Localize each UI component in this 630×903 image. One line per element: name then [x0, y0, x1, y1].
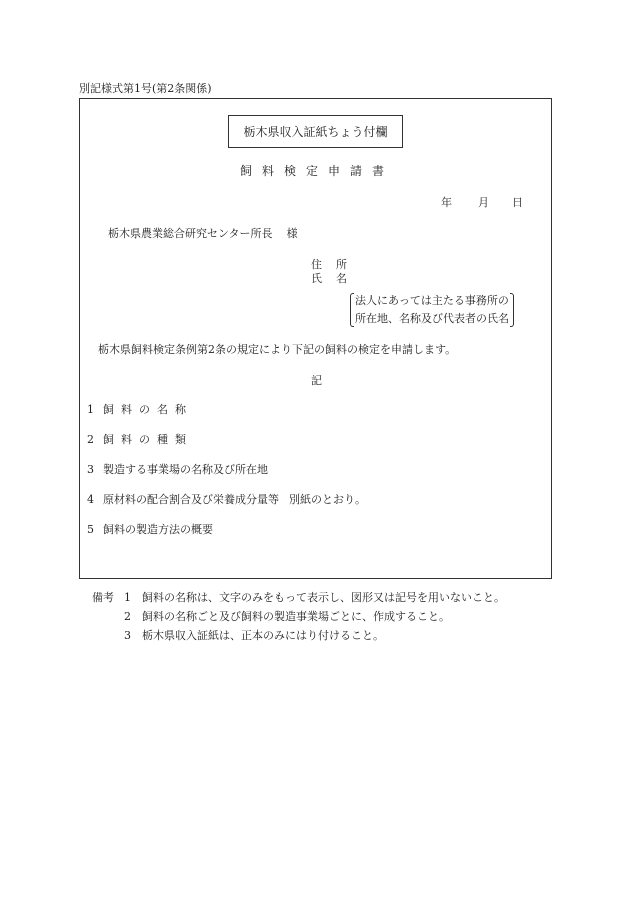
remark-number: 1: [124, 591, 131, 604]
list-item-text: 飼料の名称: [103, 403, 193, 416]
remark-row: [124, 611, 450, 622]
list-item: [87, 404, 193, 415]
list-item-number: 3: [87, 463, 94, 476]
list-item-number: 2: [87, 433, 94, 446]
application-statement: 栃木県飼料検定条例第2条の規定により下記の飼料の検定を申請します。: [98, 343, 457, 356]
list-item-text: 原材料の配合割合及び栄養成分量等: [103, 493, 279, 506]
list-item-number: 1: [87, 403, 94, 416]
remark-number: 2: [124, 610, 131, 623]
addressee: [108, 228, 298, 239]
addressee-name: 栃木県農業総合研究センター所長: [108, 227, 273, 240]
revenue-stamp-box: [228, 115, 403, 148]
revenue-stamp-label: 栃木県収入証紙ちょう付欄: [243, 125, 388, 139]
list-item-number: 5: [87, 523, 94, 536]
name-label: [311, 273, 347, 284]
list-item-extra: 別紙のとおり。: [289, 493, 366, 506]
name-label-char-1: 氏: [311, 272, 322, 285]
corporation-note-line-1: 法人にあっては主たる事務所の: [355, 294, 509, 307]
corporation-note: [351, 292, 513, 328]
remark-text: 飼料の名称は、文字のみをもって表示し、図形又は記号を用いないこと。: [142, 591, 505, 604]
corporation-note-line-2: 所在地、名称及び代表者の氏名: [355, 312, 509, 325]
address-label: [311, 259, 347, 270]
date-month-label: 月: [478, 196, 489, 209]
remark-row: [124, 630, 384, 641]
address-label-char-2: 所: [336, 258, 347, 271]
remark-row: [92, 592, 505, 603]
address-label-char-1: 住: [311, 258, 322, 271]
remark-text: 飼料の名称ごと及び飼料の製造事業場ごとに、作成すること。: [142, 610, 450, 623]
list-item-text: 製造する事業場の名称及び所在地: [103, 463, 268, 476]
date-year-label: 年: [441, 196, 452, 209]
name-label-char-2: 名: [336, 272, 347, 285]
list-item: [87, 524, 213, 535]
list-item: [87, 494, 366, 505]
list-item-number: 4: [87, 493, 94, 506]
ki-heading: 記: [311, 374, 322, 387]
right-bracket: [510, 293, 514, 327]
list-item: [87, 464, 268, 475]
date-day-label: 日: [512, 196, 523, 209]
left-bracket: [350, 293, 354, 327]
list-item: [87, 434, 193, 445]
list-item-text: 飼料の製造方法の概要: [103, 523, 213, 536]
document-title: 飼料検定申請書: [240, 164, 395, 178]
remark-number: 3: [124, 629, 131, 642]
form-number-label: 別記様式第1号(第2条関係): [79, 82, 212, 95]
list-item-text: 飼料の種類: [103, 433, 193, 446]
addressee-honorific: 様: [286, 227, 298, 240]
remark-text: 栃木県収入証紙は、正本のみにはり付けること。: [142, 629, 384, 642]
remarks-heading: 備考: [92, 591, 114, 604]
